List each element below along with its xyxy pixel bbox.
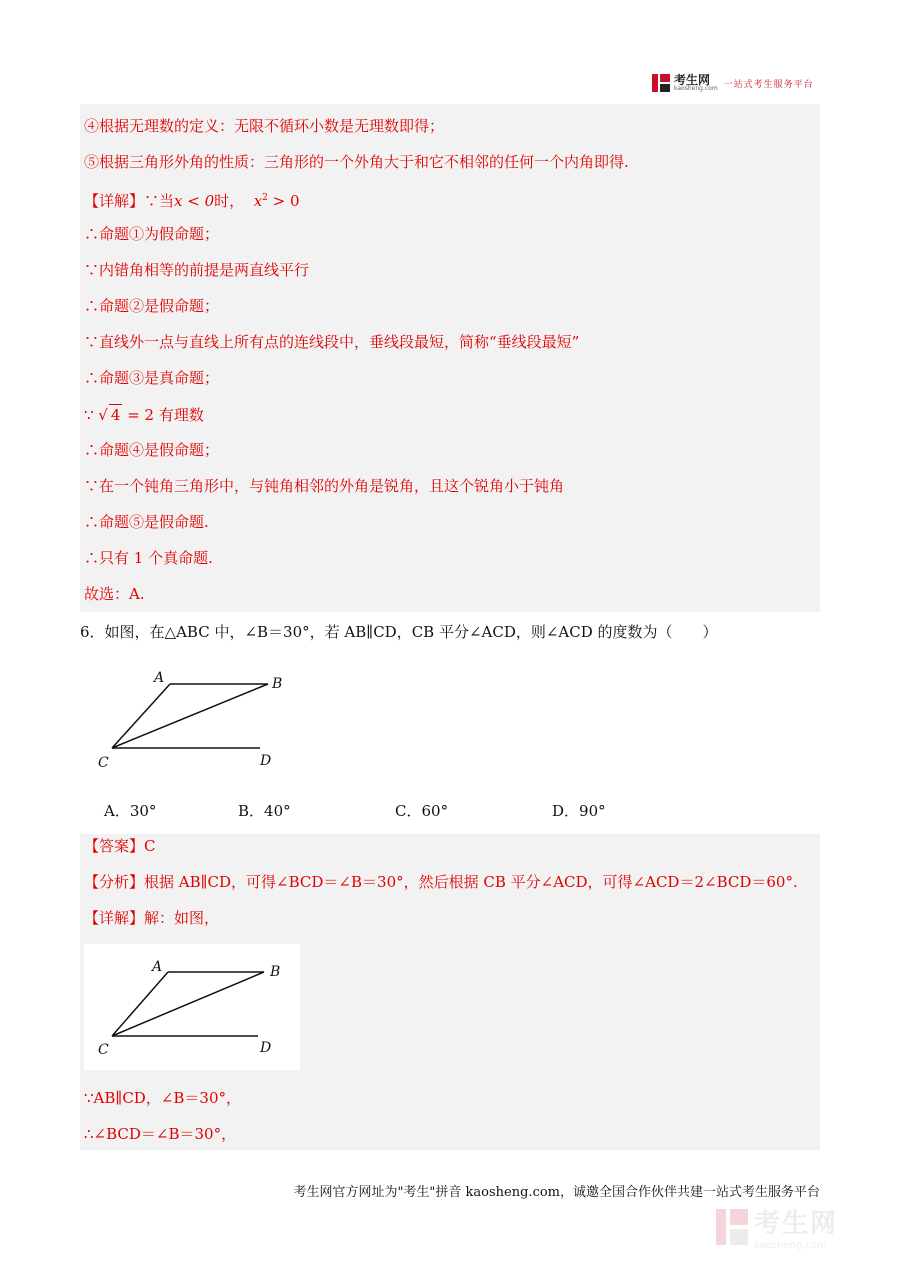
watermark-url: kaosheng.com [754, 1240, 827, 1251]
solution-triangle-diagram [84, 944, 300, 1070]
solution-line-9: ∵ √ 4 = 2 有理数 [84, 406, 204, 424]
sol-label-a: A [152, 959, 163, 975]
sol-segment-ca [112, 972, 168, 1036]
analysis-line: 【分析】根据 AB∥CD，可得∠BCD＝∠B＝30°，然后根据 CB 平分∠ACD，可得∠ACD＝2∠BCD＝60°. [84, 873, 798, 891]
question-6-figure [90, 664, 310, 780]
solution-figure [84, 944, 300, 1070]
option-b: B．40° [238, 802, 291, 820]
sol-label-b: B [270, 964, 281, 980]
label-c: C [98, 755, 109, 771]
detail-line: 【详解】解：如图， [84, 909, 220, 927]
header-slogan: 一站式考生服务平台 [723, 79, 814, 90]
solution-line-12: ∴命题⑤是假命题. [84, 513, 209, 531]
logo-url: kaosheng.com [674, 85, 718, 92]
solution-line-1: ④根据无理数的定义：无限不循环小数是无理数即得； [84, 117, 445, 135]
footer-text: 考生网官方网址为"考生"拼音 kaosheng.com，诚邀全国合作伙伴共建一站式考生服务平台 [293, 1185, 820, 1200]
question-6-stem: 6．如图，在△ABC 中，∠B＝30°，若 AB∥CD，CB 平分∠ACD，则∠ACD 的度数为（ ） [80, 623, 718, 641]
step-line-2: ∴∠BCD＝∠B＝30°， [84, 1125, 237, 1143]
solution-line-6: ∴命题②是假命题； [84, 297, 220, 315]
segment-cb [112, 684, 268, 748]
solution-line-13: ∴只有 1 个真命题. [84, 549, 213, 567]
step-line-1: ∵AB∥CD，∠B＝30°， [84, 1089, 242, 1107]
solution-block-prev [80, 104, 820, 612]
segment-ca [112, 684, 170, 748]
solution-line-2: ⑤根据三角形外角的性质：三角形的一个外角大于和它不相邻的任何一个内角即得. [84, 153, 629, 171]
solution-line-14: 故选：A. [84, 585, 145, 603]
watermark [716, 1202, 876, 1252]
solution-line-5: ∵内错角相等的前提是两直线平行 [84, 261, 310, 279]
solution-line-7: ∵直线外一点与直线上所有点的连线段中，垂线段最短，简称“垂线段最短” [84, 333, 580, 351]
header-logo [652, 72, 822, 94]
solution-line-4: ∴命题①为假命题； [84, 225, 220, 243]
solution-line-3: 【详解】∵当x < 0时， $x^2 > 0$ [84, 192, 300, 210]
label-b: B [272, 676, 283, 692]
watermark-name: 考生网 [754, 1209, 839, 1239]
label-d: D [260, 753, 272, 769]
triangle-diagram [90, 664, 310, 776]
solution-line-10: ∴命题④是假命题； [84, 441, 220, 459]
solution-line-11: ∵在一个钝角三角形中，与钝角相邻的外角是锐角，且这个锐角小于钝角 [84, 477, 565, 495]
label-a: A [154, 670, 165, 686]
option-d: D．90° [552, 802, 606, 820]
watermark-logo-icon [716, 1209, 748, 1245]
sol-segment-cb [112, 972, 264, 1036]
logo-icon [652, 74, 670, 92]
option-a: A．30° [104, 802, 157, 820]
answer-line: 【答案】C [84, 837, 156, 855]
logo-name: 考生网 [674, 73, 711, 87]
option-c: C．60° [395, 802, 449, 820]
sol-label-d: D [260, 1040, 272, 1056]
sol-label-c: C [98, 1042, 109, 1058]
solution-line-8: ∴命题③是真命题； [84, 369, 220, 387]
